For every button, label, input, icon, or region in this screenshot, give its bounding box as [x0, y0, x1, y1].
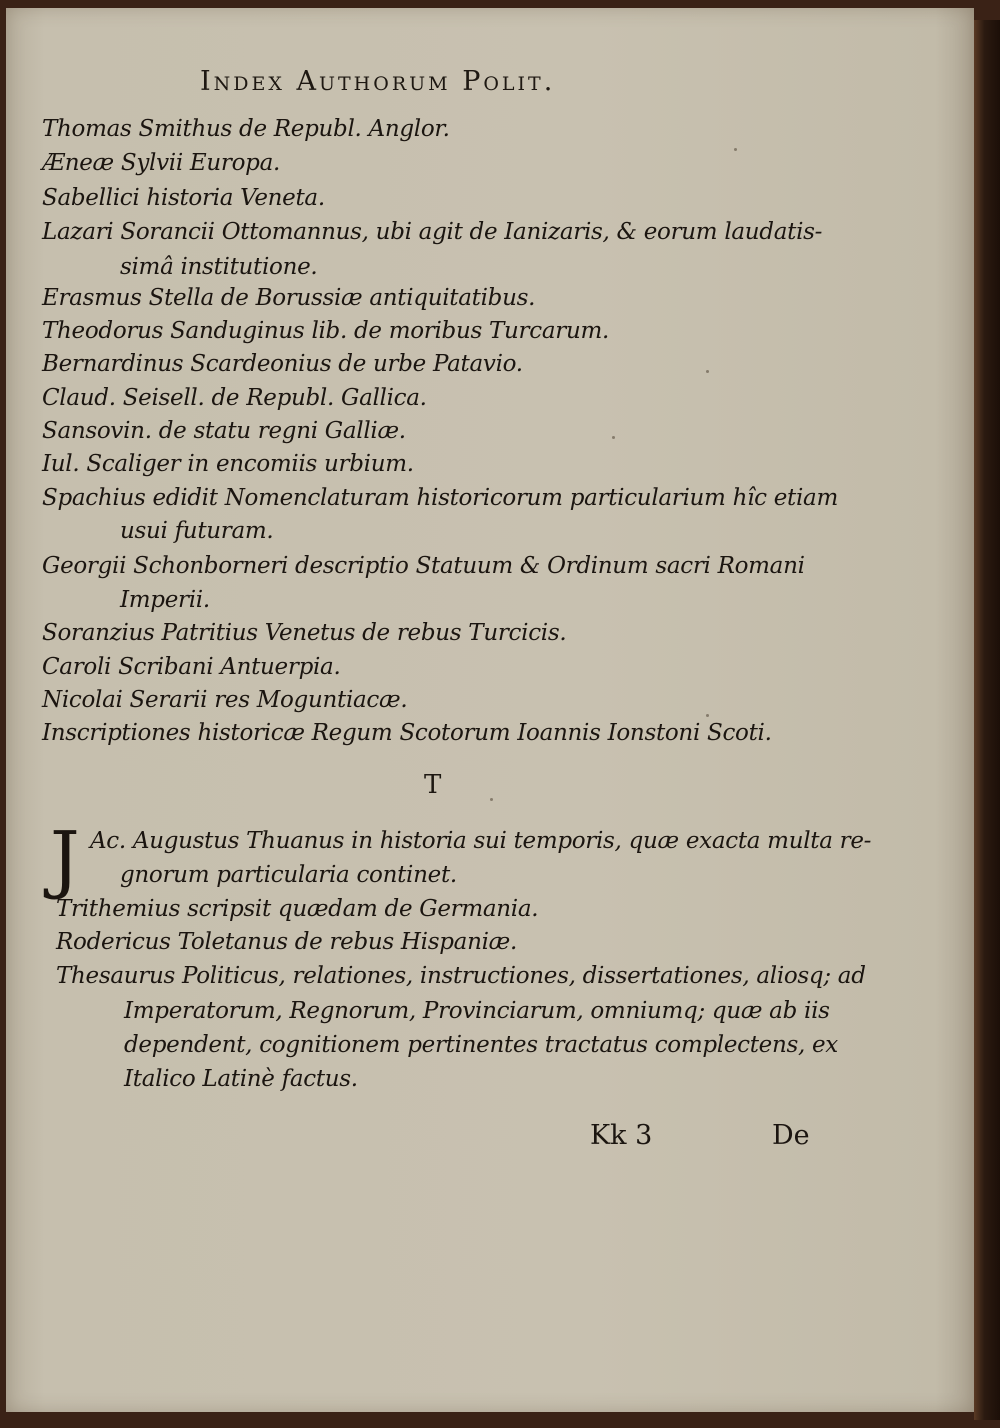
index-entry-continuation: Italico Latinè factus. [124, 1066, 358, 1092]
index-entry-continuation: usui futuram. [120, 518, 274, 544]
running-header: Index Authorum Polit. [200, 66, 556, 97]
index-entry: Æneæ Sylvii Europa. [42, 150, 280, 176]
index-entry: Bernardinus Scardeonius de urbe Patavio. [42, 351, 523, 377]
index-entry: Thesaurus Politicus, relationes, instructiones, dissertationes, aliosq; ad [56, 963, 866, 989]
index-entry: Trithemius scripsit quædam de Germania. [56, 896, 539, 922]
index-entry-continuation: Imperii. [120, 587, 210, 613]
index-entry-continuation: dependent, cognitionem pertinentes tractatus complectens, ex [124, 1032, 838, 1058]
index-entry: Thomas Smithus de Republ. Anglor. [42, 116, 450, 142]
index-entry: Georgii Schonborneri descriptio Statuum & Ordinum sacri Romani [42, 553, 805, 579]
index-entry-continuation: Imperatorum, Regnorum, Provinciarum, omniumq; quæ ab iis [124, 998, 830, 1024]
index-entry: Nicolai Serarii res Moguntiacæ. [42, 687, 408, 713]
index-entry: Caroli Scribani Antuerpia. [42, 654, 341, 680]
index-entry: Lazari Sorancii Ottomannus, ubi agit de Ianizaris, & eorum laudatis- [42, 219, 823, 245]
index-entry: Rodericus Toletanus de rebus Hispaniæ. [56, 929, 517, 955]
index-entry: Theodorus Sanduginus lib. de moribus Turcarum. [42, 318, 609, 344]
index-entry: Claud. Seisell. de Republ. Gallica. [42, 385, 427, 411]
index-entry: Spachius edidit Nomenclaturam historicorum particularium hîc etiam [42, 485, 838, 511]
index-entry: Sansovin. de statu regni Galliæ. [42, 418, 406, 444]
index-entry: Soranzius Patritius Venetus de rebus Turcicis. [42, 620, 567, 646]
index-entry: Sabellici historia Veneta. [42, 185, 325, 211]
index-entry-continuation: gnorum particularia continet. [120, 862, 457, 888]
catchword: De [772, 1120, 810, 1151]
page-edge-shadow [974, 20, 1000, 1420]
index-entry: Inscriptiones historicæ Regum Scotorum Ioannis Ionstoni Scoti. [42, 720, 772, 746]
index-entry: Ac. Augustus Thuanus in historia sui temporis, quæ exacta multa re- [90, 828, 872, 854]
index-entry: Erasmus Stella de Borussiæ antiquitatibus. [42, 285, 536, 311]
index-entry-continuation: simâ institutione. [120, 254, 318, 280]
index-entry: Iul. Scaliger in encomiis urbium. [42, 451, 414, 477]
drop-cap: J [50, 816, 80, 902]
section-heading-t: T [424, 770, 442, 800]
signature-mark: Kk 3 [590, 1120, 653, 1151]
